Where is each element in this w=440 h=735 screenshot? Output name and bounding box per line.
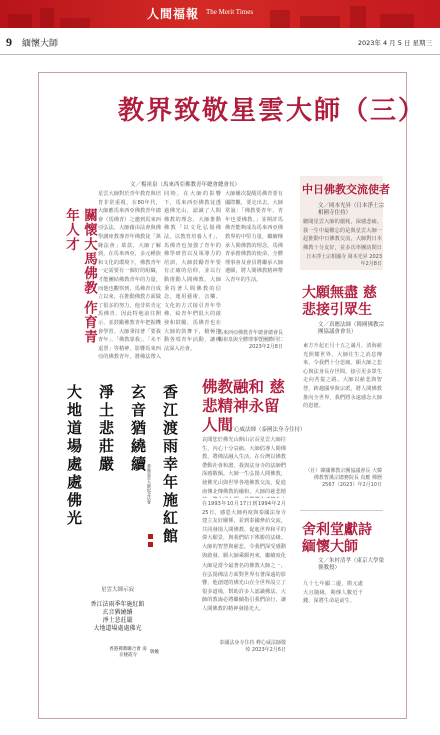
sidebar2-title: 大願無盡 慈悲接引眾生 <box>302 285 377 318</box>
masthead-english: The Merit Times <box>206 8 254 16</box>
article1-title: 關懷大馬佛教 作育青年人才 <box>63 208 97 345</box>
sidebar-divider <box>300 510 383 511</box>
calligraphy-side-note: 香港星雲大師紀念法會 <box>147 464 152 504</box>
sidebar3-author: 文／朱村清孝（東京大學榮譽教授） <box>318 558 385 571</box>
page-bar <box>0 28 440 55</box>
sidebar1-body: 聽聞星雲大師的噩耗，深感悲痛。我一生中最難忘的是與星雲大師一起推動中日佛教交流，大師對日本佛教十分友好，並多次率團訪問日 <box>303 219 382 251</box>
sidebar1-title: 中日佛教交流使者 <box>302 183 390 196</box>
sidebar2-author: 文／真應法師（韓國佛教宗團協議會會長） <box>318 322 385 335</box>
article2-author: 文／心威法師（泰國法身寺住持） <box>223 427 306 433</box>
page-number: 9 <box>6 35 12 49</box>
caption-line: 淨土悲莊嚴 <box>102 617 133 624</box>
calligraphy-column: 玄音猶繞續 <box>129 384 147 474</box>
page-title: 教界致敬星雲大師（三） <box>118 96 427 126</box>
caption-line: 香江法雨季年施紅館 <box>90 601 145 608</box>
article1-column-3: 大師屢次提醒馬佛青要有國際觀，要走出去。大師常說：「佛教要青年，青年也要佛教。」並期許馬佛青能夠成為馬來西亞佛教界的中堅力量，繼續傳承人間佛教的理念。馬佛青承擔佛教的使命，全體理事會及會員將繼承大師遺願，將人間佛教精神帶入青年的生活。 <box>225 191 283 283</box>
article1-column-1: 星雲大師對於青年教育與培育非常重視，在80年代，大師應馬來西亞佛教青年總會（馬佛青）之邀到馬來西亞弘法，大師藉由法會與佛學講座教導青年佛教徒「萬緣法會」慕款。大師了解到，在馬來西亞，多元種族和文化的環境下，佛教青年一定需要有一個好的組織，才能團結佛教青年的力量，而他也觀察到，馬佛青自成立以來，在推動佛教方面做了很多的努力，他非常肯定馬佛青。因此特地前往開示，並鼓勵佛教青年把握機會學習。大師秉持著「要我青年」、「佛教靠我」、「未不退票」等精神，影響馬來西亞的佛教青年，將佛法帶入 <box>98 191 161 361</box>
article1-column-2: 同時，在大師的影響下，馬來西亞佛教徒透過佛光山，認識了人間佛教的理念，大師推動佛教「以文化弘揚佛法，以教育培養人才」，馬佛青也加強了青年的佛學研習以及領導力的培訓，大師鼓勵青年要有正確的信仰，並以行動推動人間佛教。大師秉持著人間佛教的信念，運用藝術、音樂、文化的方式接引青年學佛，給青年們很大的啟發和鼓勵，馬佛青也在大師的鼓舞下，積極推動各項青年活動，讓佛法深入社會。 <box>164 191 221 352</box>
seal-stamp <box>148 534 153 539</box>
calligraphy-column: 大地道場處處佛光 <box>65 384 83 528</box>
calligraphy-column: 香江渡雨幸年施紅館 <box>161 384 179 546</box>
calligraphy-scroll <box>60 384 185 569</box>
issue-date: 2023年 4 月 5 日 星期三 <box>357 39 432 47</box>
article2-column-2: 在1993年10月17日到1994年2月25日，感恩大師再度與泰國法身寺建立友好關係，並到泰國參訪交流，共同發揚人間佛教，促進世界和平的偉大願景，與我們結下殊勝的法緣。大師的智慧與慈悲，令我們深受感動與啟發。願大師乘願再來，繼續度化 <box>202 501 286 559</box>
caption-heading: 星雲大師示寂 <box>100 587 134 593</box>
calligraphy-caption <box>60 585 175 633</box>
sidebar3-body: 九十七年顯二邊，衛元處大且隨緣，期傳人數近千錢，深將生命是前生。 <box>303 581 363 605</box>
sidebar1-signature: 日本淨土宗相國寺 岡本光昇 2023年2月8日 <box>306 254 382 267</box>
masthead-banner <box>0 0 440 28</box>
sidebar1-author: 文／岡本光昇（日本淨土宗相國寺住持） <box>318 203 385 216</box>
sidebar2-body: 東方升起正月十五之滿月，清海慈光照耀世界，大師往生之消息傳來，令我們十分悲痛。願大師之悲心與法身長存世間，接引更多眾生走向菩提之路。大師以慈悲與智慧，跨越國界與宗派，將人間佛教推向全世界，我們將永遠感念大師的恩德。 <box>303 343 382 410</box>
article2-title: 佛教融和 慈悲精神永留人間 <box>202 378 285 434</box>
article2-signature: 泰國法身寺住持 釋心威法師敬悼 2023年2月6日 <box>219 640 286 653</box>
seal-stamp <box>148 542 153 547</box>
article1-author: 文／楊祖泉（馬來西亞佛教青年總會總會長） <box>130 182 241 188</box>
calligraphy-column: 淨土悲莊嚴 <box>97 384 115 474</box>
article2-column-1: 哀聞您於佛光山開山宗長星雲大師往生，內心十分哀痛。大師倡導人間佛教，將佛法融入生活，在台灣以佛教帶動社會和諧，我與法身寺的法師們深感敬佩。大師一生弘揚人間佛教，使佛光山與世界各地佛教交流，促進南傳北傳佛教的融和，大師的慈悲精 <box>202 437 286 495</box>
section-title: 緬懷大師 <box>22 39 59 49</box>
sidebar2-signature: （社）韓國佛教宗團協議會長 大韓佛教曹溪宗總務院長 真應 佛曆2567（2023）年2月10日 <box>305 468 382 488</box>
caption-line: 玄音猶繞續 <box>102 609 133 616</box>
article1-signature: 馬來西亞佛教青年總會總會長 楊祖泉與全體理事暨團體同仁 2023年2月8日 <box>218 330 284 350</box>
caption-tail: 敬輓 <box>150 650 159 655</box>
caption-signature: 香港佛教聯合會 南京棲霞寺 <box>109 647 147 658</box>
caption-line: 大地道場處處佛光 <box>93 625 142 632</box>
masthead-logo: 人間福報 <box>147 7 200 21</box>
article2-column-3: 大師是當今最著名的佛教大師之一，在弘揚佛法方面對世界有著深遠的影響，他創建的佛光山在全世界設立了很多道場，幫助許多人認識佛法。大師的教誨必將繼續指引我們前行，讓人間佛教的精神發揚光大。 <box>202 563 286 612</box>
sidebar3-title: 舍利堂獻詩 緬懷大師 <box>302 522 372 555</box>
